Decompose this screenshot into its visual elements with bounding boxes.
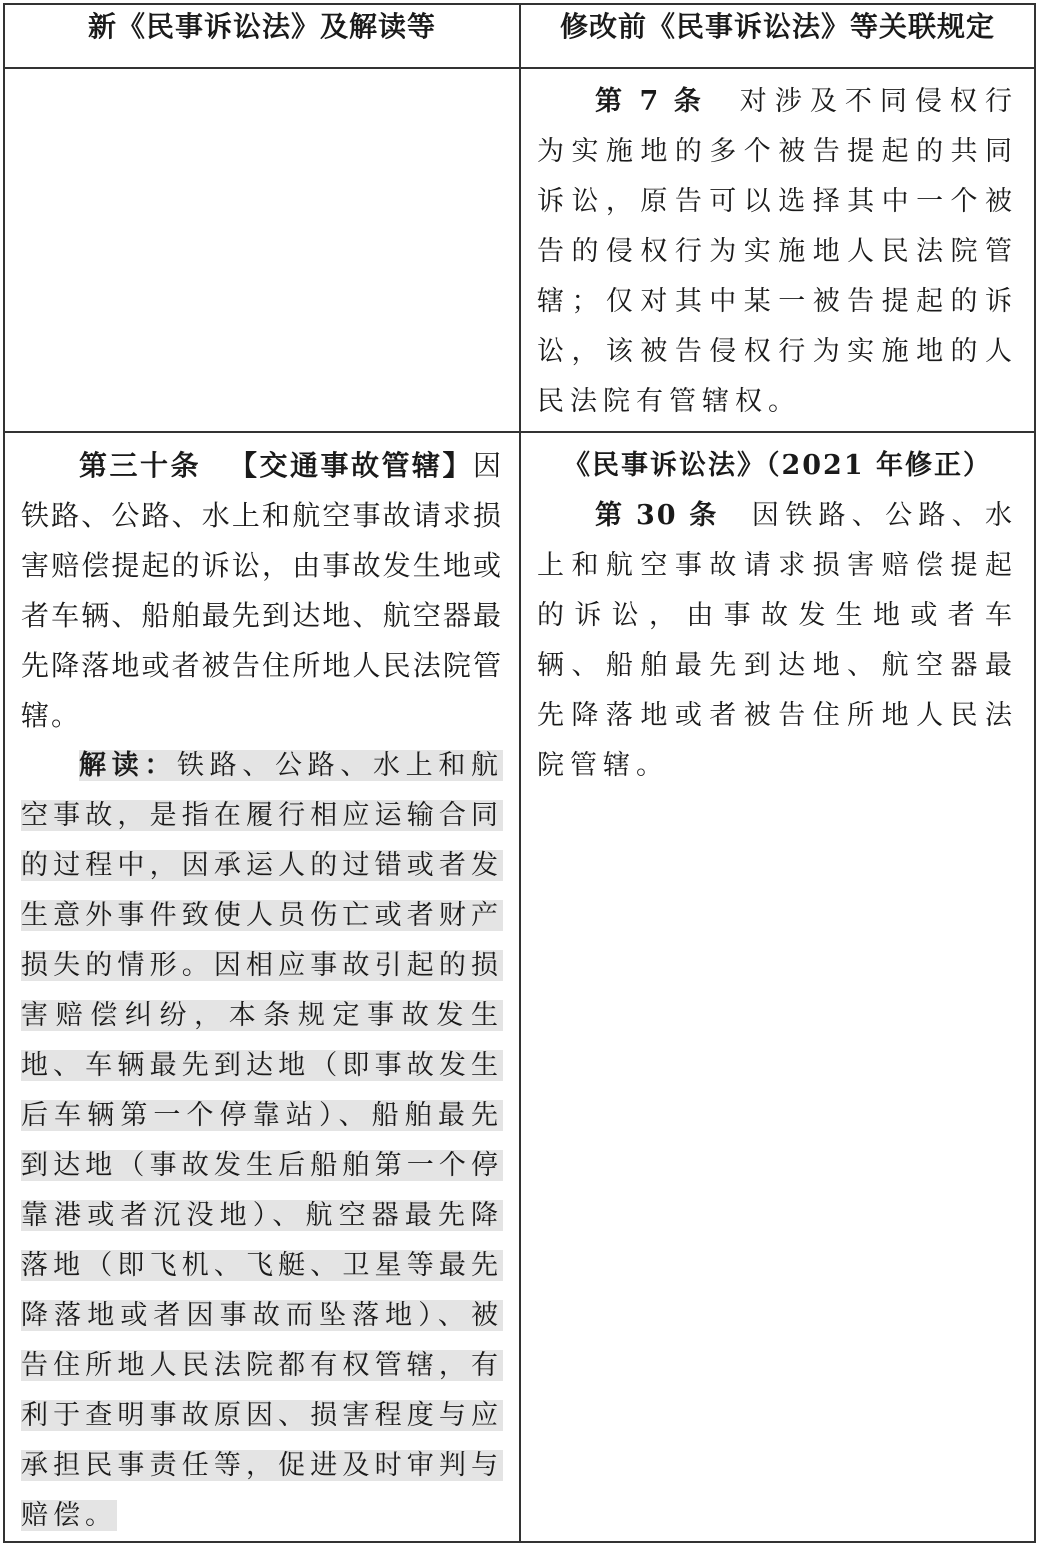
article-30-old-paragraph: [537, 491, 1018, 791]
article-30-title: 【交通事故管辖】: [229, 449, 473, 482]
table-row: [4, 68, 1035, 432]
article-30-old-text: 因铁路、公路、水上和航空事故请求损害赔偿提起的诉讼，由事故发生地或者车辆、船舶最先到达地、航空器最先降落地或者被告住所地人民法院管辖。: [537, 500, 1019, 781]
row2-right-cell: [520, 432, 1035, 1542]
row1-left-content: [5, 69, 519, 77]
row2-left-content: [5, 433, 519, 1541]
interpretation-text: 铁路、公路、水上和航空事故，是指在履行相应运输合同的过程中，因承运人的过错或者发生意外事件致使人员伤亡或者财产损失的情形。因相应事故引起的损害赔偿纠纷，本条规定事故发生地、车辆最先到达地（即事故发生后车辆第一个停靠站）、船舶最先到达地（事故发生后船舶第一个停靠港或者沉没地）、航空器最先降落地（即飞机、飞艇、卫星等最先降落地或者因事故而坠落地）、被告住所地人民法院都有权管辖，有利于查明事故原因、损害程度与应承担民事责任等，促进及时审判与赔偿。: [21, 750, 503, 1531]
source-title: 《民事诉讼法》（2021 年修正）: [562, 450, 993, 481]
article-30-old-label: 第 30 条: [595, 500, 719, 531]
row1-right-content: [521, 69, 1034, 427]
table-header-row: [4, 4, 1035, 68]
table-row: [4, 432, 1035, 1542]
row1-right-cell: [520, 68, 1035, 432]
article-7-label: 第 7 条: [595, 86, 705, 117]
article-30-paragraph: [21, 441, 503, 741]
header-old-law: 修改前《民事诉讼法》等关联规定: [520, 4, 1035, 68]
article-30-text: 因铁路、公路、水上和航空事故请求损害赔偿提起的诉讼，由事故发生地或者车辆、船舶最先到达地、航空器最先降落地或者被告住所地人民法院管辖。: [21, 449, 503, 732]
row2-left-cell: [4, 432, 520, 1542]
row1-left-cell: [4, 68, 520, 432]
article-7-text: 对涉及不同侵权行为实施地的多个被告提起的共同诉讼，原告可以选择其中一个被告的侵权行为实施地人民法院管辖；仅对其中某一被告提起的诉讼，该被告侵权行为实施地的人民法院有管辖权。: [537, 86, 1019, 417]
article-7-paragraph: [537, 77, 1018, 427]
header-new-law: 新《民事诉讼法》及解读等: [4, 4, 520, 68]
interpretation-paragraph: [21, 741, 503, 1541]
row2-right-content: [521, 433, 1034, 791]
comparison-table: [3, 3, 1036, 1543]
interpretation-label: 解读：: [79, 750, 177, 781]
article-30-label: 第三十条: [79, 449, 201, 482]
